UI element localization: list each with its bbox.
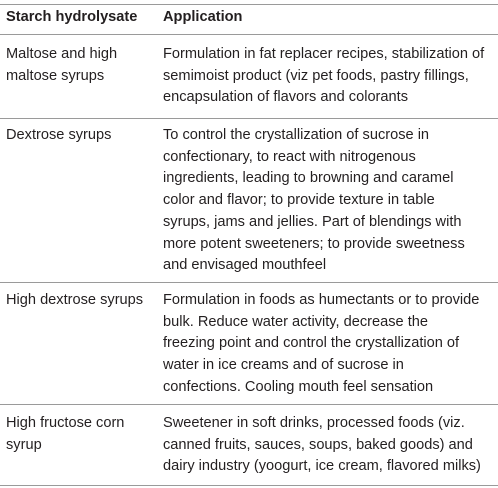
table-top-rule bbox=[0, 4, 498, 5]
row-divider bbox=[0, 404, 498, 405]
row-1-hydrolysate: Maltose and high maltose syrups bbox=[6, 46, 118, 84]
row-4-application: Sweetener in soft drinks, processed foods (viz. canned fruits, sauces, soups, baked goods) and dairy industry (yoogurt, ice cream, flavored milks) bbox=[163, 415, 481, 475]
row-3-application: Formulation in foods as humectants or to provide bulk. Reduce water activity, decrease the freezing point and control the crystallization of water in ice creams and of sucrose in confections. Cooling mouth feel sensation bbox=[163, 292, 480, 395]
row-2-application: To control the crystallization of sucrose in confectionary, to react with nitrogenous ingredients, leading to browning and caramel color and flavor; to provide texture in table syrups, jams and jellies. Part of blendings with more potent sweeteners; to provide sweetness and envisaged mouthfeel bbox=[163, 127, 465, 274]
row-3-hydrolysate: High dextrose syrups bbox=[6, 292, 144, 308]
header-starch-hydrolysate: Starch hydrolysate bbox=[6, 9, 138, 25]
table-bottom-rule bbox=[0, 485, 498, 486]
row-1-application: Formulation in fat replacer recipes, stabilization of semimoist product (viz pet foods, pastry fillings, encapsulation of flavors and colorants bbox=[163, 46, 485, 106]
row-divider bbox=[0, 282, 498, 283]
row-divider bbox=[0, 118, 498, 119]
row-2-hydrolysate: Dextrose syrups bbox=[6, 127, 112, 143]
row-4-hydrolysate: High fructose corn syrup bbox=[6, 415, 125, 453]
header-application: Application bbox=[163, 9, 243, 25]
header-rule bbox=[0, 34, 498, 35]
